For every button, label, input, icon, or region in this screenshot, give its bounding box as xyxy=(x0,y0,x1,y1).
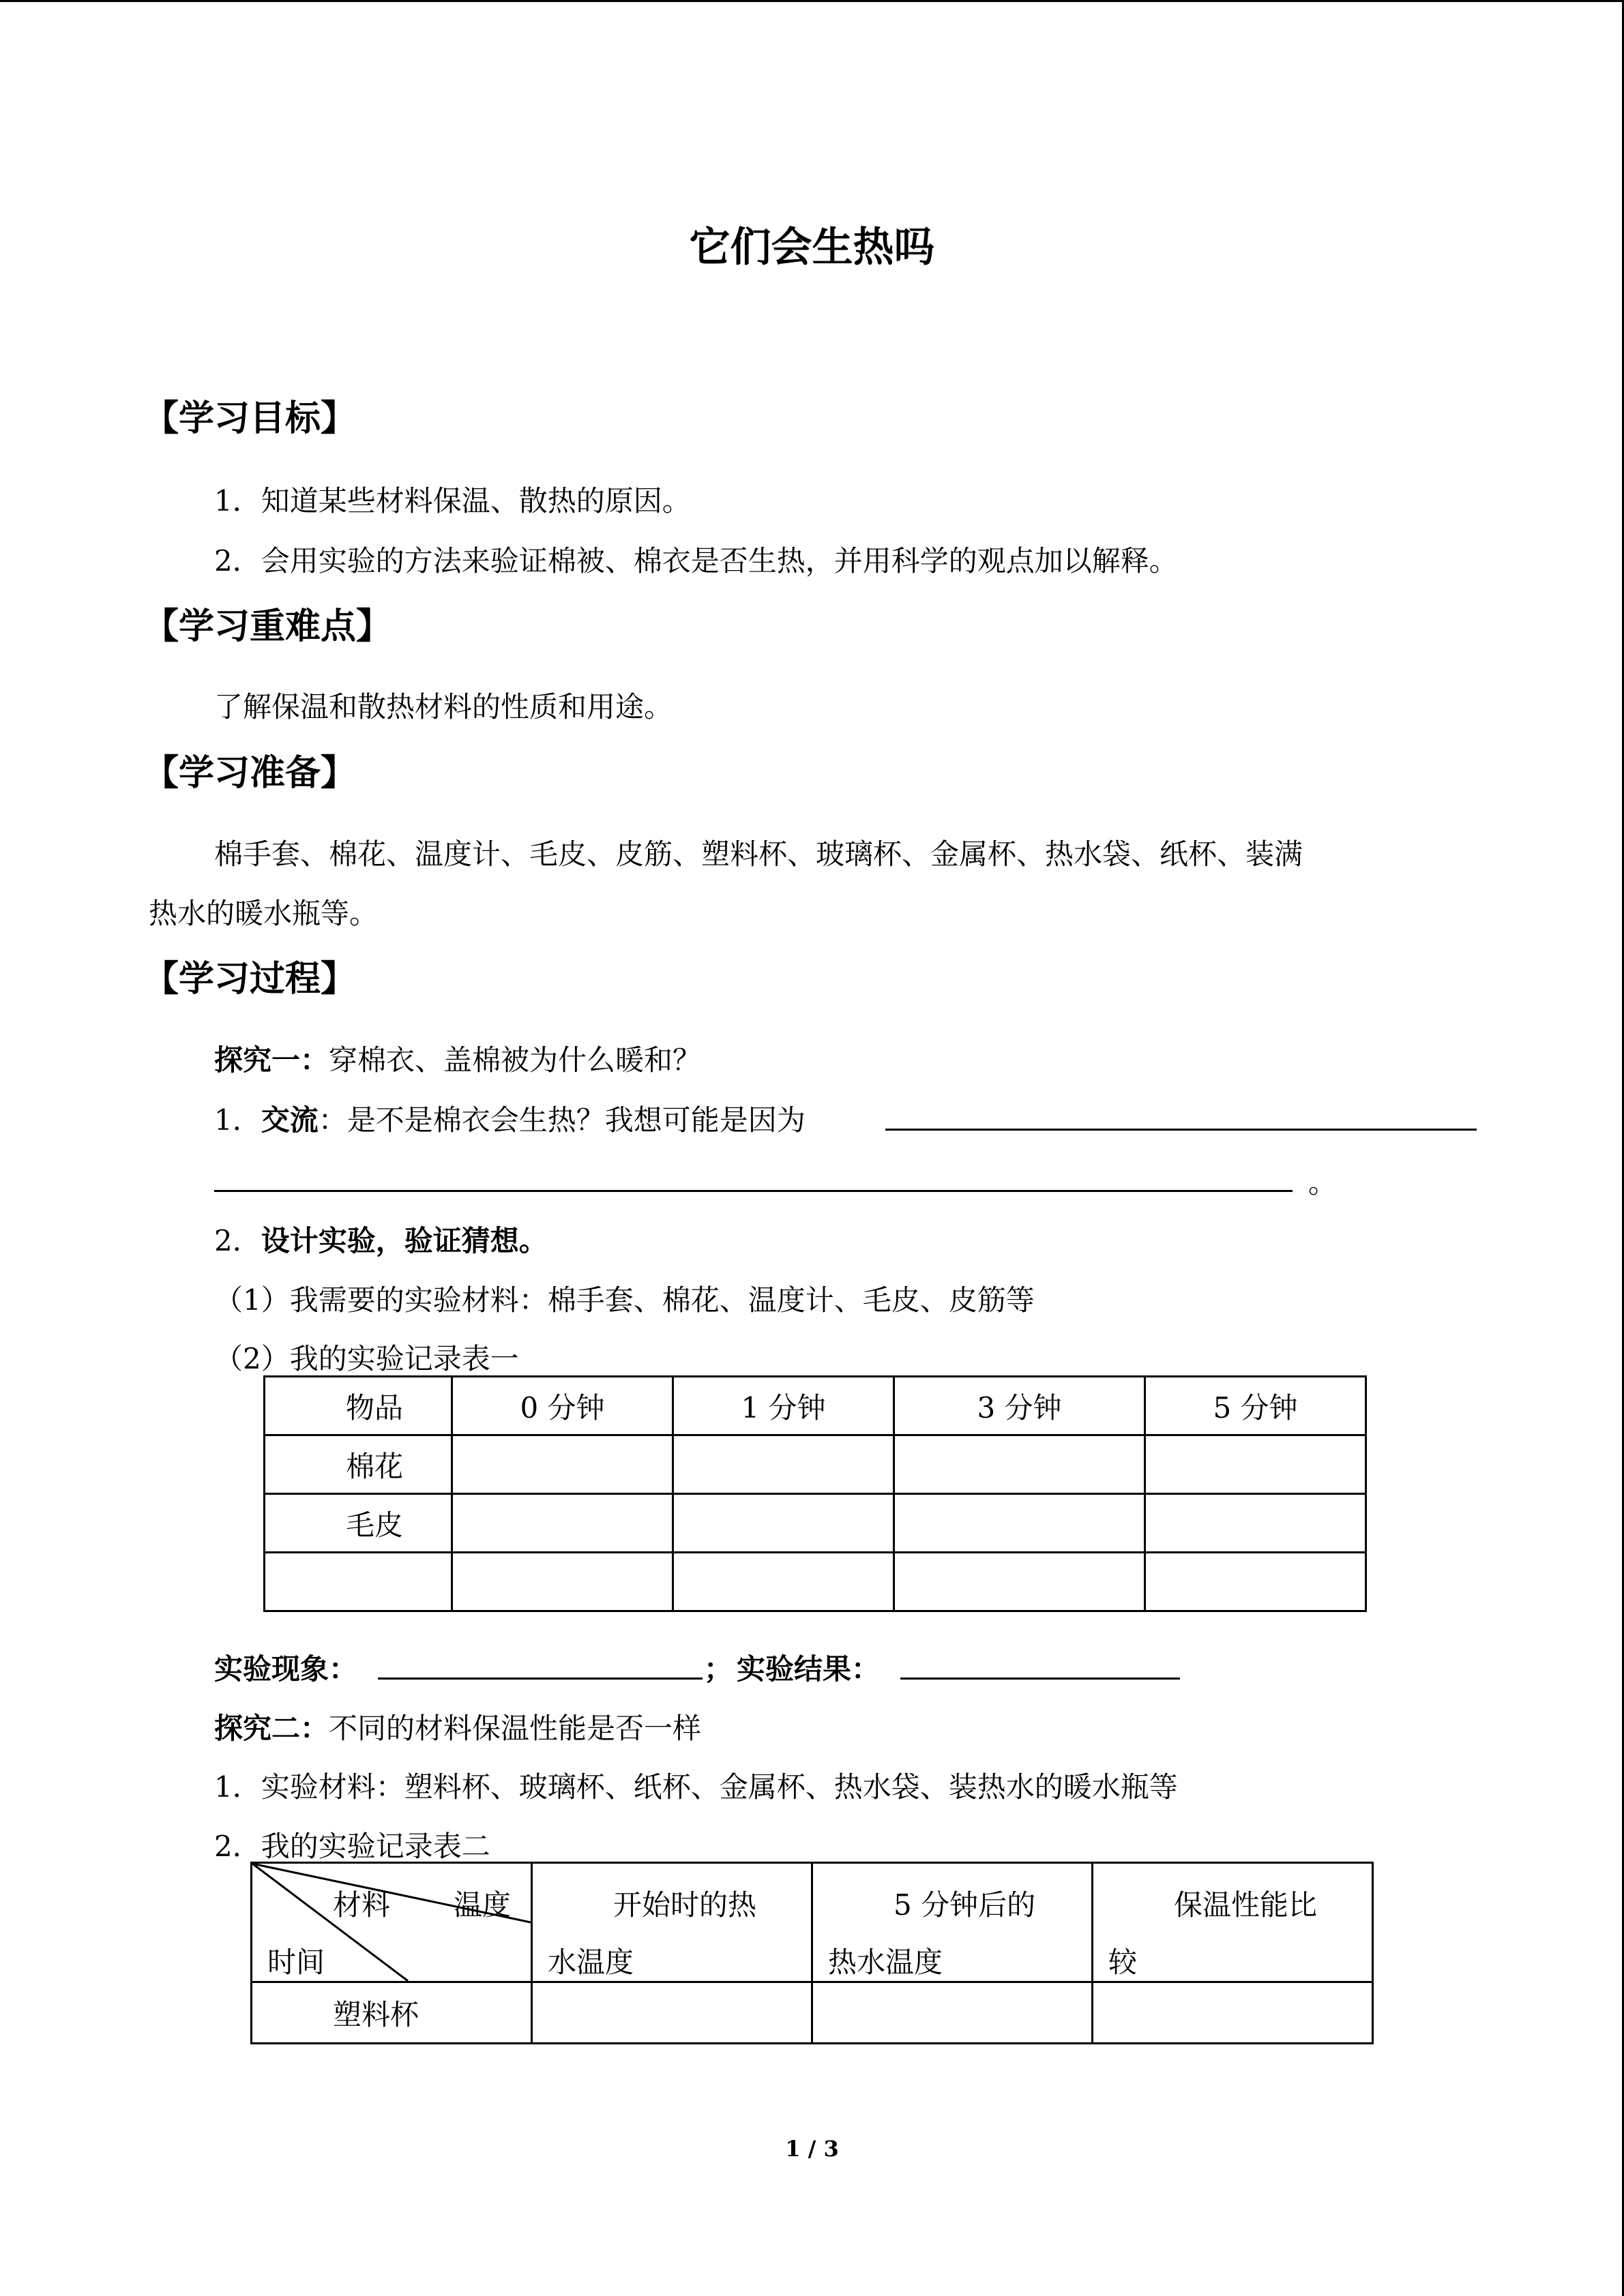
table-2-caption: 2．我的实验记录表二 xyxy=(214,1830,490,1863)
table-cell[interactable] xyxy=(673,1494,894,1553)
table-row xyxy=(265,1553,1366,1611)
diag-label-material: 材料 xyxy=(333,1888,391,1922)
table-cell[interactable] xyxy=(532,1982,812,2044)
table-row xyxy=(265,1435,1366,1494)
table-header-row xyxy=(252,1863,1373,1982)
table-header-cell: 0 分钟 xyxy=(452,1377,673,1435)
diag-label-time: 时间 xyxy=(267,1945,325,1979)
preparation-line-2: 热水的暖水瓶等。 xyxy=(149,897,379,930)
page-border xyxy=(0,0,1624,2)
inquiry-1-item-1 xyxy=(214,1098,806,1139)
heading-goals: 【学习目标】 xyxy=(143,398,357,439)
blank-line xyxy=(214,1190,1293,1192)
diagonal-header-cell xyxy=(252,1863,532,1982)
item-number: 1． xyxy=(214,1103,261,1137)
inquiry-1-label: 探究一： xyxy=(214,1043,329,1077)
key-points-text: 了解保温和散热材料的性质和用途。 xyxy=(214,690,673,724)
phenomenon-label: 实验现象： xyxy=(214,1652,358,1686)
separator: ； xyxy=(704,1652,733,1686)
table-cell[interactable] xyxy=(452,1494,673,1553)
table-cell[interactable] xyxy=(894,1553,1145,1611)
inquiry-1 xyxy=(214,1038,701,1079)
table-row xyxy=(265,1494,1366,1553)
record-table-2 xyxy=(250,1862,1374,2044)
table-1-caption: （2）我的实验记录表一 xyxy=(214,1342,519,1375)
table-cell[interactable] xyxy=(1145,1435,1366,1494)
preparation-line-1: 棉手套、棉花、温度计、毛皮、皮筋、塑料杯、玻璃杯、金属杯、热水袋、纸杯、装满 xyxy=(214,837,1303,871)
blank-line xyxy=(900,1678,1180,1680)
table-cell[interactable] xyxy=(673,1553,894,1611)
table-cell: 毛皮 xyxy=(265,1494,452,1553)
inquiry-2 xyxy=(214,1706,701,1747)
table-cell[interactable] xyxy=(1145,1494,1366,1553)
inquiry-1-text: 穿棉衣、盖棉被为什么暖和？ xyxy=(329,1043,702,1077)
period-mark: 。 xyxy=(1308,1166,1338,1199)
heading-key-points: 【学习重难点】 xyxy=(143,606,392,647)
table-header-cell: 保温性能比 较 xyxy=(1093,1863,1373,1982)
inquiry-2-item-1: 1．实验材料：塑料杯、玻璃杯、纸杯、金属杯、热水袋、装热水的暖水瓶等 xyxy=(214,1770,1178,1804)
table-cell[interactable] xyxy=(452,1553,673,1611)
table-header-cell: 开始时的热 水温度 xyxy=(532,1863,812,1982)
table-cell[interactable] xyxy=(265,1553,452,1611)
table-row xyxy=(252,1982,1373,2044)
record-table-1 xyxy=(263,1375,1367,1612)
table-header-row xyxy=(265,1377,1366,1435)
table-cell[interactable] xyxy=(1093,1982,1373,2044)
table-cell[interactable] xyxy=(1145,1553,1366,1611)
materials-needed: （1）我需要的实验材料：棉手套、棉花、温度计、毛皮、皮筋等 xyxy=(214,1283,1035,1317)
result-label: 实验结果： xyxy=(737,1652,881,1686)
item-label: 交流 xyxy=(261,1103,319,1137)
table-cell: 塑料杯 xyxy=(252,1982,532,2044)
heading-preparation: 【学习准备】 xyxy=(143,752,357,794)
page-number: 1 / 3 xyxy=(785,2136,839,2162)
goal-item-2: 2．会用实验的方法来验证棉被、棉衣是否生热，并用科学的观点加以解释。 xyxy=(214,544,1178,578)
diag-label-temperature: 温度 xyxy=(454,1888,512,1922)
item-text: ：是不是棉衣会生热？我想可能是因为 xyxy=(318,1103,806,1137)
table-cell[interactable] xyxy=(812,1982,1093,2044)
item-text: 设计实验，验证猜想。 xyxy=(261,1224,548,1257)
inquiry-2-text: 不同的材料保温性能是否一样 xyxy=(329,1712,702,1745)
table-cell[interactable] xyxy=(452,1435,673,1494)
item-number: 2． xyxy=(214,1224,261,1257)
blank-line xyxy=(378,1678,703,1680)
table-cell: 棉花 xyxy=(265,1435,452,1494)
goal-item-1: 1．知道某些材料保温、散热的原因。 xyxy=(214,484,691,518)
inquiry-2-label: 探究二： xyxy=(214,1712,329,1745)
inquiry-1-item-2 xyxy=(214,1219,548,1259)
table-header-cell: 5 分钟后的 热水温度 xyxy=(812,1863,1093,1982)
table-header-cell: 5 分钟 xyxy=(1145,1377,1366,1435)
table-cell[interactable] xyxy=(894,1494,1145,1553)
blank-line xyxy=(885,1129,1477,1131)
heading-process: 【学习过程】 xyxy=(143,958,357,1000)
table-header-cell: 物品 xyxy=(265,1377,452,1435)
table-header-cell: 1 分钟 xyxy=(673,1377,894,1435)
table-cell[interactable] xyxy=(894,1435,1145,1494)
table-header-cell: 3 分钟 xyxy=(894,1377,1145,1435)
table-cell[interactable] xyxy=(673,1435,894,1494)
page-title: 它们会生热吗 xyxy=(689,224,935,271)
